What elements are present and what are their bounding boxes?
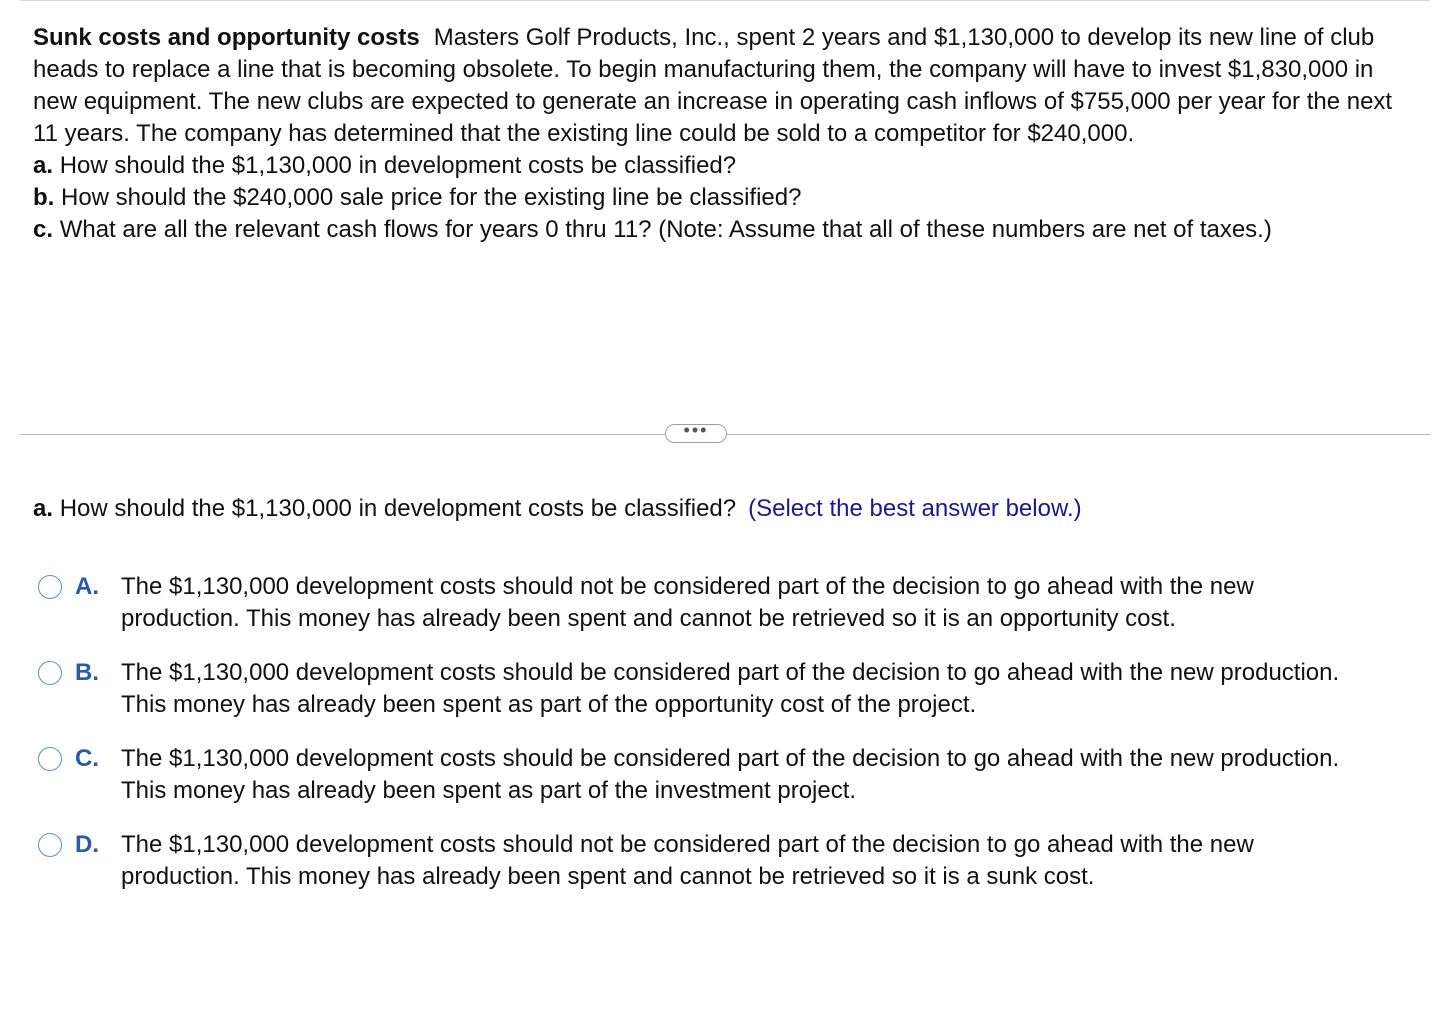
top-divider (20, 0, 1430, 1)
problem-intro (33, 22, 1423, 150)
option-text: The $1,130,000 development costs should not be considered part of the decision to go ahead with the new production. This money has already been spent and cannot be retrieved so it is an opportunity cost. (121, 573, 1254, 632)
option-c-radio[interactable] (38, 747, 62, 771)
select-hint: (Select the best answer below.) (748, 495, 1082, 522)
expand-more-button[interactable] (665, 419, 727, 443)
question-text: How should the $240,000 sale price for the existing line be classified? (61, 184, 802, 211)
option-c[interactable] (38, 743, 1418, 807)
question-letter: b. (33, 184, 55, 211)
option-b-radio[interactable] (38, 661, 62, 685)
option-a[interactable] (38, 571, 1418, 635)
option-a-radio[interactable] (38, 575, 62, 599)
question-letter: a. (33, 152, 54, 179)
problem-statement (33, 22, 1423, 246)
question-text: How should the $1,130,000 in development costs be classified? (59, 152, 737, 179)
current-question-text: How should the $1,130,000 in development costs be classified? (59, 495, 737, 522)
question-b-line (33, 182, 1423, 214)
answer-options (38, 571, 1418, 915)
option-text: The $1,130,000 development costs should not be considered part of the decision to go ahead with the new production. This money has already been spent and cannot be retrieved so it is a sunk cost. (121, 831, 1254, 890)
option-letter: A. (75, 573, 99, 600)
option-d[interactable] (38, 829, 1418, 893)
problem-body: Masters Golf Products, Inc., spent 2 years and $1,130,000 to develop its new line of club heads to replace a line that is becoming obsolete. To begin manufacturing them, the company will have to invest $1,830,000 in new equipment. The new clubs are expected to generate an increase in operating cash inflows of $755,000 per year for the next 11 years. The company has determined that the existing line could be sold to a competitor for $240,000. (33, 24, 1393, 147)
option-letter: B. (75, 659, 99, 686)
question-a-line (33, 150, 1423, 182)
option-letter: D. (75, 831, 99, 858)
question-text: What are all the relevant cash flows for years 0 thru 11? (Note: Assume that all of these numbers are net of taxes.) (59, 216, 1272, 243)
current-question (33, 493, 1082, 525)
option-text: The $1,130,000 development costs should be considered part of the decision to go ahead with the new production. This money has already been spent as part of the investment project. (121, 745, 1340, 804)
option-letter: C. (75, 745, 99, 772)
ellipsis-icon: ••• (683, 419, 709, 440)
question-c-line (33, 214, 1423, 246)
option-d-radio[interactable] (38, 833, 62, 857)
current-question-letter: a. (33, 495, 54, 522)
option-b[interactable] (38, 657, 1418, 721)
option-text: The $1,130,000 development costs should be considered part of the decision to go ahead with the new production. This money has already been spent as part of the opportunity cost of the project. (121, 659, 1340, 718)
problem-title: Sunk costs and opportunity costs (33, 24, 420, 51)
question-letter: c. (33, 216, 54, 243)
